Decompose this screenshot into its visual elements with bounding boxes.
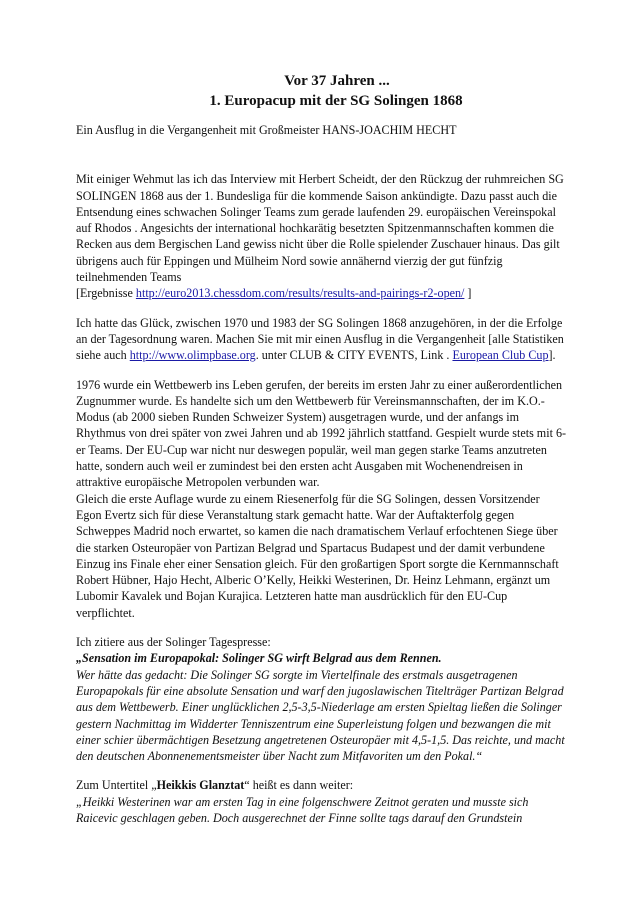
subtitle: Ein Ausflug in die Vergangenheit mit Großmeister HANS-JOACHIM HECHT [76,123,457,137]
olimpbase-link[interactable]: http://www.olimpbase.org [129,348,256,363]
press-intro: Ich zitiere aus der Solinger Tagespresse: [76,635,271,650]
document-page [76,72,568,826]
paragraph-competition: 1976 wurde ein Wettbewerb ins Leben gerufen, der bereits im ersten Jahr zu einer außerordentlichen Zugnummer wurde. Es handelte sich um den Wettbewerb für Vereinsmannschaften, der im K.O.-Modus (ab 2000 sieben Runden Schweizer System) ausgetragen wurde, und der anfangs im Rhythmus von drei später von zwei Jahren und ab 1992 jährlich stattfand. Gespielt wurde stets mit 6-er Teams. Der EU-Cup war nicht nur deswegen populär, weil man gegen starke Teams anzutreten hatte, sondern auch weil er zumindest bei den ersten acht Ausgaben mit Wochenendreisen in attraktive europäische Metropolen verbunden war. [76,377,567,490]
results-suffix: ] [467,286,472,301]
page-heading: 1. Europacup mit der SG Solingen 1868 [209,93,463,109]
quote-headline: „Sensation im Europapokal: Solinger SG wirft Belgrad aus dem Rennen. [76,651,442,666]
results-prefix: [Ergebnisse [76,286,133,301]
subtitle-intro-suffix: “ heißt es dann weiter: [244,778,354,793]
quote-second: „Heikki Westerinen war am ersten Tag in eine folgenschwere Zeitnot geraten und musste sich Raicevic geschlagen geben. Doch ausgerechnet der Finne sollte tags darauf den Grundstein [76,794,529,825]
subtitle-intro-prefix: Zum Untertitel „ [76,778,157,793]
paragraph-history-middle: . unter CLUB & CITY EVENTS, Link . [255,348,450,363]
quote-body: Wer hätte das gedacht: Die Solinger SG sorgte im Viertelfinale des erstmals ausgetragenen Europapokals für eine absolute Sensation und warf den jugoslawischen Titelträger Partizan Belgrad aus dem Wettbewerb. Einer unglücklichen 2,5-3,5-Niederlage am ersten Spieltag ließen die Solinger gestern Nachmittag im Widderter Tenniszentrum eine Superleistung folgen und bezwangen die mit einer schier übermächtigen Besetzung angetretenen Osteuropäer mit 4,5-1,5. Das reichte, und macht den deutschen Abonnenementsmeister über Nacht zum Mitfavoriten um den Pokal.“ [76,667,565,764]
paragraph-intro-text: Mit einiger Wehmut las ich das Interview mit Herbert Scheidt, der den Rückzug der ruhmreichen SG SOLINGEN 1868 aus der 1. Bundesliga für die kommende Saison ankündigte. Dazu passt auch die Entsendung eines schwachen Solinger Teams zum gerade laufenden 29. europäischen Vereinspokal auf Rhodos . Angesichts der international hochkarätig besetzten Spitzenmannschaften kommen die Recken aus dem Bergischen Land gewiss nicht über die Rolle spielender Zuschauer hinaus. Das gilt übrigens auch für Eppingen und Mülheim Nord sowie annähernd vierzig der gut fünfzig teilnehmenden Teams [76,172,564,285]
paragraph-history-text: Ich hatte das Glück, zwischen 1970 und 1983 der SG Solingen 1868 anzugehören, in der die Erfolge an der Tagesordnung waren. Machen Sie mit mir einen Ausflug in die Vergangenheit [alle Statistiken siehe auch [76,315,564,363]
page-title: Vor 37 Jahren ... [284,73,390,89]
paragraph-intro [76,171,568,301]
paragraph-first-edition: Gleich die erste Auflage wurde zu einem Riesenerfolg für die SG Solingen, dessen Vorsitzender Egon Evertz sich für diese Veranstaltung stark gemacht hatte. War der Auftakterfolg gegen Schweppes Madrid noch erwartet, so kamen die nach dramatischem Verlauf erfochtenen Siege über die starken Osteuropäer von Partizan Belgrad und Spartacus Budapest und der damit verbundene Einzug ins Finale eher einer Sensation gleich. Für den großartigen Sport sorgte die Kernmannschaft Robert Hübner, Hajo Hecht, Alberic O’Kelly, Heikki Westerinen, Dr. Heinz Lehmann, ergänzt um Lubomir Kavalek und Bojan Kurajica. Letzteren hatte man ausdrücklich für den EU-Cup verpflichtet. [76,491,559,620]
results-link[interactable]: http://euro2013.chessdom.com/results/results-and-pairings-r2-open/ [135,286,465,301]
subtitle-intro [76,777,568,793]
european-club-cup-link[interactable]: European Club Cup [452,348,549,363]
subtitle-intro-bold: Heikkis Glanztat [156,778,245,793]
paragraph-history-suffix: ]. [548,348,556,363]
paragraph-history [76,315,568,364]
